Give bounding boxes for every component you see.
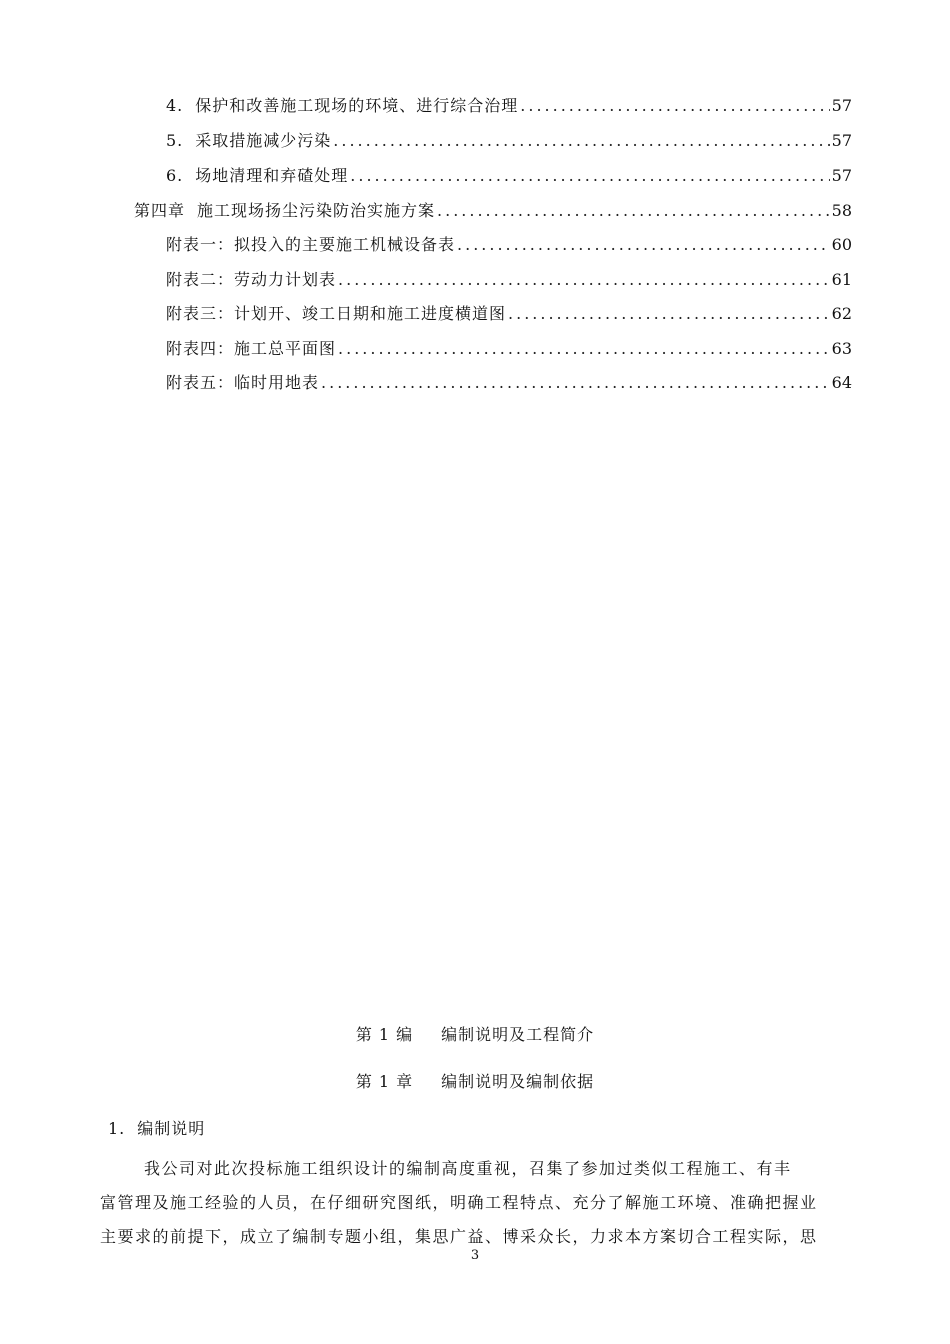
toc-entry[interactable] (166, 131, 852, 151)
toc-leader-dots (520, 96, 829, 116)
body-paragraph (100, 1152, 852, 1254)
toc-entry-number: 4. (166, 96, 184, 115)
toc-entry[interactable] (166, 304, 852, 324)
toc-leader-dots (437, 201, 830, 221)
toc-entry-page: 57 (831, 166, 852, 185)
toc-entry-page: 57 (831, 131, 852, 150)
toc-leader-dots (321, 373, 830, 393)
part-heading-label: 第 1 编 (355, 1025, 414, 1044)
paragraph-line: 主要求的前提下，成立了编制专题小组，集思广益、博采众长，力求本方案切合工程实际，思 (100, 1227, 818, 1246)
part-heading-title: 编制说明及工程简介 (441, 1025, 595, 1044)
toc-entry-page: 62 (831, 304, 852, 323)
toc-entry-number: 6. (166, 166, 184, 185)
chapter-heading-label: 第 1 章 (355, 1072, 414, 1091)
toc-entry-page: 63 (831, 339, 852, 358)
toc-entry[interactable] (134, 201, 852, 221)
section-heading-number: 1. (108, 1119, 126, 1138)
toc-entry-title: 附表四：施工总平面图 (166, 339, 337, 358)
toc-entry[interactable] (166, 373, 852, 393)
toc-entry-page: 60 (831, 235, 852, 254)
chapter-heading-title: 编制说明及编制依据 (441, 1072, 595, 1091)
toc-leader-dots (457, 235, 830, 255)
toc-entry[interactable] (166, 166, 852, 186)
toc-entry-title: 附表三：计划开、竣工日期和施工进度横道图 (166, 304, 507, 323)
toc-entry[interactable] (166, 235, 852, 255)
toc-leader-dots (338, 270, 830, 290)
toc-entry-page: 61 (831, 270, 852, 289)
toc-entry-number: 第四章 (134, 201, 186, 220)
toc-entry-title: 保护和改善施工现场的环境、进行综合治理 (195, 96, 519, 115)
paragraph-line: 我公司对此次投标施工组织设计的编制高度重视，召集了参加过类似工程施工、有丰 (144, 1159, 792, 1178)
toc-leader-dots (333, 131, 829, 151)
part-heading (0, 1022, 950, 1045)
toc-leader-dots (508, 304, 830, 324)
toc-entry[interactable] (166, 270, 852, 290)
toc-entry-title: 采取措施减少污染 (195, 131, 332, 150)
toc-entry-page: 58 (831, 201, 852, 220)
paragraph-line: 富管理及施工经验的人员，在仔细研究图纸，明确工程特点、充分了解施工环境、准确把握业 (100, 1193, 818, 1212)
toc-leader-dots (338, 339, 830, 359)
section-heading (108, 1116, 205, 1139)
toc-entry[interactable] (166, 339, 852, 359)
toc-entry-page: 64 (831, 373, 852, 392)
toc-entry-number: 5. (166, 131, 184, 150)
toc-entry-title: 附表二：劳动力计划表 (166, 270, 337, 289)
toc-entry-page: 57 (831, 96, 852, 115)
toc-entry[interactable] (166, 96, 852, 116)
toc-entry-title: 场地清理和弃碴处理 (195, 166, 349, 185)
chapter-heading (0, 1069, 950, 1092)
page-number: 3 (470, 1248, 480, 1263)
toc-entry-title: 施工现场扬尘污染防治实施方案 (197, 201, 436, 220)
toc-leader-dots (350, 166, 829, 186)
section-heading-title: 编制说明 (137, 1119, 206, 1138)
toc-entry-title: 附表五：临时用地表 (166, 373, 320, 392)
toc-entry-title: 附表一：拟投入的主要施工机械设备表 (166, 235, 456, 254)
